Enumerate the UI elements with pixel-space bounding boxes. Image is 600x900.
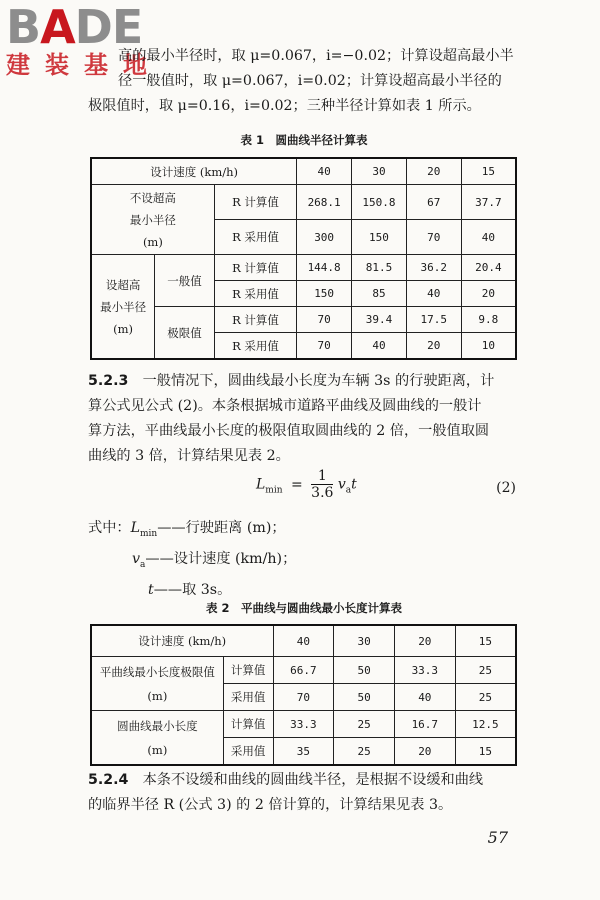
table2-cell: 25 <box>334 738 395 766</box>
table1-cell: 85 <box>352 281 407 307</box>
sec523-line: 曲线的 3 倍，计算结果见表 2。 <box>88 448 290 464</box>
page-number: 57 <box>487 828 508 847</box>
table1-cell: 81.5 <box>352 255 407 281</box>
table1-sub-general: 一般值 <box>155 255 215 307</box>
table1-cell: 37.7 <box>461 185 516 220</box>
table2-cell: 25 <box>334 711 395 738</box>
table1-cell: 70 <box>406 220 461 255</box>
table1-cell: 40 <box>461 220 516 255</box>
table1-speed: 30 <box>352 158 407 185</box>
formula-label: (2) <box>496 480 516 496</box>
sec523-line: 算方法，平曲线最小长度的极限值取圆曲线的 2 倍，一般值取圆 <box>88 423 490 439</box>
table2-cell: 25 <box>455 684 516 711</box>
table1-cell: 67 <box>406 185 461 220</box>
table1-cell: 150.8 <box>352 185 407 220</box>
table2-speed: 20 <box>394 625 455 657</box>
sec524-line: 5.2.4 本条不设缓和曲线的圆曲线半径，是根据不设缓和曲线 <box>88 772 484 788</box>
table1-cell: 150 <box>297 281 352 307</box>
table2-speed: 30 <box>334 625 395 657</box>
table1-cell: 20 <box>406 333 461 360</box>
intro-paragraph <box>88 44 520 119</box>
table2-speed: 15 <box>455 625 516 657</box>
table2-calc-label: 计算值 <box>223 711 273 738</box>
table1-speed: 20 <box>406 158 461 185</box>
intro-line: 高的最小半径时，取 μ=0.067，i=−0.02；计算设超高最小半 <box>118 48 514 64</box>
formula-fraction: $\frac{1}{3.6}$ <box>311 468 334 501</box>
table1-r-calc-label: R 计算值 <box>214 255 296 281</box>
table2-group1-label: 平曲线最小长度极限值 (m) <box>91 657 223 711</box>
table2-cell: 70 <box>273 684 334 711</box>
table1-r-adopt-label: R 采用值 <box>214 220 296 255</box>
table2-cell: 16.7 <box>394 711 455 738</box>
table1-cell: 39.4 <box>352 307 407 333</box>
sec523-line: 算公式见公式 (2)。本条根据城市道路平曲线及圆曲线的一般计 <box>88 398 482 414</box>
table2-group2-label: 圆曲线最小长度 (m) <box>91 711 223 766</box>
table1-title: 表 1 圆曲线半径计算表 <box>240 133 368 147</box>
sec524-line: 的临界半径 R (公式 3) 的 2 倍计算的，计算结果见表 3。 <box>88 797 453 813</box>
legend-line: 式中：$L_{min}——$行驶距离 (m)； <box>88 520 286 539</box>
table2-calc-label: 计算值 <box>223 657 273 684</box>
sec523-number: 5.2.3 <box>88 373 129 389</box>
table1-cell: 17.5 <box>406 307 461 333</box>
legend-line: $v_a——$设计速度 (km/h)； <box>132 550 297 570</box>
table1-cell: 40 <box>352 333 407 360</box>
table1-r-adopt-label: R 采用值 <box>214 281 296 307</box>
table1-group2-label: 设超高 最小半径 (m) <box>91 255 155 360</box>
sec524-number: 5.2.4 <box>88 772 129 788</box>
table1-cell: 300 <box>297 220 352 255</box>
table1-cell: 268.1 <box>297 185 352 220</box>
table2-speed: 40 <box>273 625 334 657</box>
table1-r-calc-label: R 计算值 <box>214 185 296 220</box>
table2 <box>90 624 517 766</box>
table2-cell: 15 <box>455 738 516 766</box>
table1-cell: 70 <box>297 307 352 333</box>
intro-line: 极限值时，取 μ=0.16，i=0.02；三种半径计算如表 1 所示。 <box>88 98 481 114</box>
table1-cell: 36.2 <box>406 255 461 281</box>
table1-sub-limit: 极限值 <box>155 307 215 360</box>
table2-cell: 40 <box>394 684 455 711</box>
table1-cell: 70 <box>297 333 352 360</box>
legend-line: t——取 3s。 <box>148 581 232 598</box>
table1-group1-label: 不设超高 最小半径 (m) <box>91 185 214 255</box>
table1-cell: 40 <box>406 281 461 307</box>
table2-cell: 50 <box>334 657 395 684</box>
table1-r-calc-label: R 计算值 <box>214 307 296 333</box>
table2-adopt-label: 采用值 <box>223 684 273 711</box>
intro-line: 径一般值时，取 μ=0.067，i=0.02；计算设超高最小半径的 <box>118 73 502 89</box>
table1-speed: 15 <box>461 158 516 185</box>
table1-cell: 10 <box>461 333 516 360</box>
formula-2: $L_{min}$ = $\frac{1}{3.6}$ $v_at$ (2) <box>256 468 516 501</box>
logo-subtitle: 建装基地 <box>6 51 162 79</box>
table1 <box>90 157 517 360</box>
table2-cell: 50 <box>334 684 395 711</box>
table2-adopt-label: 采用值 <box>223 738 273 766</box>
table1-cell: 150 <box>352 220 407 255</box>
table2-header-label: 设计速度 (km/h) <box>91 625 273 657</box>
logo-brand: BADE <box>6 0 143 54</box>
table1-cell: 20 <box>461 281 516 307</box>
table2-cell: 25 <box>455 657 516 684</box>
section-5-2-4 <box>88 768 520 818</box>
table2-cell: 35 <box>273 738 334 766</box>
table2-title: 表 2 平曲线与圆曲线最小长度计算表 <box>205 601 402 615</box>
table2-cell: 33.3 <box>273 711 334 738</box>
table1-cell: 9.8 <box>461 307 516 333</box>
sec523-line: 5.2.3 一般情况下，圆曲线最小长度为车辆 3s 的行驶距离，计 <box>88 373 495 389</box>
table1-cell: 144.8 <box>297 255 352 281</box>
table1-header-label: 设计速度 (km/h) <box>91 158 297 185</box>
table1-speed: 40 <box>297 158 352 185</box>
table1-cell: 20.4 <box>461 255 516 281</box>
table2-cell: 33.3 <box>394 657 455 684</box>
section-5-2-3 <box>88 369 520 469</box>
table2-cell: 66.7 <box>273 657 334 684</box>
table2-cell: 12.5 <box>455 711 516 738</box>
table2-cell: 20 <box>394 738 455 766</box>
table1-r-adopt-label: R 采用值 <box>214 333 296 360</box>
formula-legend <box>88 516 520 603</box>
